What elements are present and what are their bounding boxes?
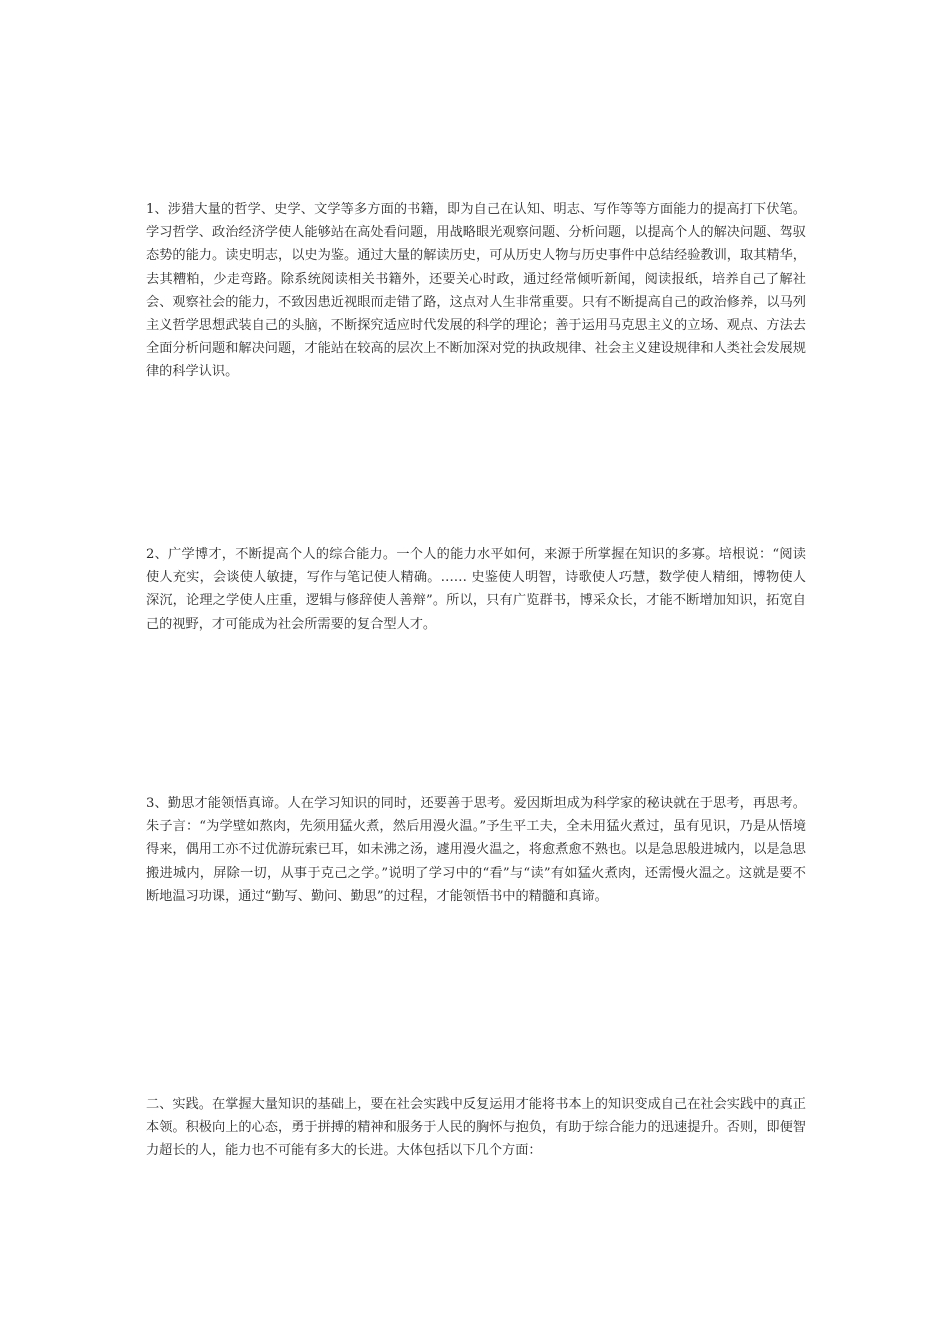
paragraph-diligent-thinking: 3、勤思才能领悟真谛。人在学习知识的同时，还要善于思考。爱因斯坦成为科学家的秘诀就在于思考，再思考。朱子言：“为学壁如熬肉，先须用猛火煮，然后用漫火温。”予生平工夫，全未用猛火煮过，虽有见识，乃是从悟境得来，偶用工亦不过优游玩索已耳，如未沸之汤，遽用漫火温之，将愈煮愈不熟也。以是急思般进城内，以是急思搬进城内，屏除一切，从事于克己之学。”说明了学习中的“看”与“读”有如猛火煮肉，还需慢火温之。这就是要不断地温习功课，通过“勤写、勤问、勤思”的过程，才能领悟书中的精髓和真谛。 [146,796,806,904]
paragraph-practice: 二、实践。在掌握大量知识的基础上，要在社会实践中反复运用才能将书本上的知识变成自己在社会实践中的真正本领。积极向上的心态，勇于拼搏的精神和服务于人民的胸怀与抱负，有助于综合能力的迅速提升。否则，即便智力超长的人，能力也不可能有多大的长进。大体包括以下几个方面： [146,1097,806,1159]
paragraph-reading-broadly: 1、涉猎大量的哲学、史学、文学等多方面的书籍，即为自己在认知、明志、写作等等方面能力的提高打下伏笔。学习哲学、政治经济学使人能够站在高处看问题，用战略眼光观察问题、分析问题，以提高个人的解决问题、驾驭态势的能力。读史明志，以史为鉴。通过大量的解读历史，可从历史人物与历史事件中总结经验教训，取其精华，去其糟粕，少走弯路。除系统阅读相关书籍外，还要关心时政，通过经常倾听新闻，阅读报纸，培养自己了解社会、观察社会的能力，不致因患近视眼而走错了路，这点对人生非常重要。只有不断提高自己的政治修养，以马列主义哲学思想武装自己的头脑，不断探究适应时代发展的科学的理论；善于运用马克思主义的立场、观点、方法去全面分析问题和解决问题，才能站在较高的层次上不断加深对党的执政规律、社会主义建设规律和人类社会发展规律的科学认识。 [146,202,806,380]
paragraph-broad-learning: 2、广学博才，不断提高个人的综合能力。一个人的能力水平如何，来源于所掌握在知识的多寡。培根说：“阅读使人充实，会谈使人敏捷，写作与笔记使人精确。…… 史鉴使人明智，诗歌使人巧慧，数学使人精细，博物使人深沉，论理之学使人庄重，逻辑与修辞使人善辩”。所以，只有广览群书，博采众长，才能不断增加知识，拓宽自己的视野，才可能成为社会所需要的复合型人才。 [146,547,806,632]
